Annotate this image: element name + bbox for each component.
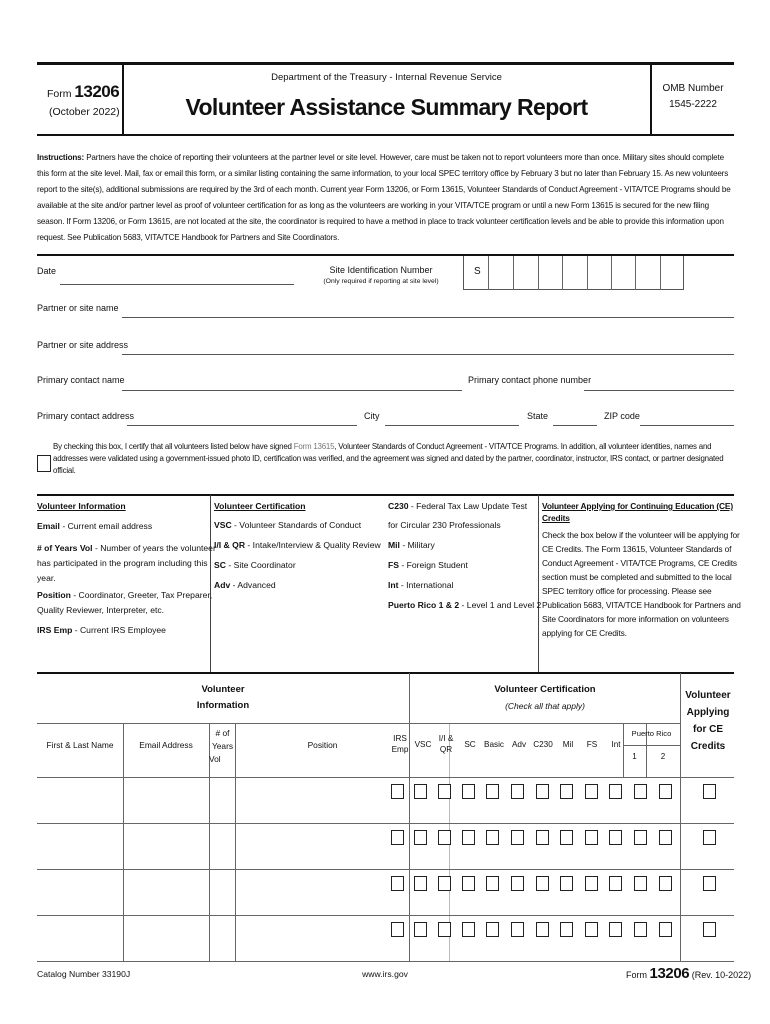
legend-desc: - Number of years the volunteer	[92, 543, 216, 553]
form-13615-link[interactable]: Form 13615	[293, 442, 335, 451]
date-input[interactable]	[60, 284, 294, 285]
row-3-fs-checkbox[interactable]	[585, 876, 598, 891]
site-id-prefix: S	[474, 266, 481, 277]
row-1-pr1-checkbox[interactable]	[634, 784, 647, 799]
row-4-ce-checkbox[interactable]	[703, 922, 716, 937]
form-title: Volunteer Assistance Summary Report	[185, 94, 588, 120]
row-1-irs-checkbox[interactable]	[391, 784, 404, 799]
header-bottom-rule	[37, 134, 734, 136]
legend-term: Puerto Rico 1 & 2	[388, 600, 460, 610]
legend-ce-title: Credits	[542, 513, 570, 523]
legend-term: Email	[37, 521, 60, 531]
row-2-int-checkbox[interactable]	[609, 830, 622, 845]
legend-desc: - Coordinator, Greeter, Tax Preparer,	[70, 590, 213, 600]
legend-desc: - Site Coordinator	[225, 560, 296, 570]
certify-line: By checking this box, I certify that all volunteers listed below have signed	[53, 442, 294, 451]
instructions-line: request. See Publication 5683, VITA/TCE Handbook for Partners and Site Coordinators.	[37, 233, 340, 242]
row-3-pr1-checkbox[interactable]	[634, 876, 647, 891]
col-c230: C230	[533, 740, 553, 749]
instructions-label: Instructions:	[37, 153, 85, 162]
instructions	[37, 150, 737, 246]
department: Department of the Treasury - Internal Revenue Service	[271, 72, 502, 83]
ce-header-line: Volunteer	[685, 690, 731, 701]
legend-term: Mil	[388, 540, 400, 550]
omb-number: 1545-2222	[669, 99, 717, 110]
row-2-mil-checkbox[interactable]	[560, 830, 573, 845]
partner-address-label: Partner or site address	[37, 340, 129, 350]
certify-line: , Volunteer Standards of Conduct Agreement - VITA/TCE Programs. In addition, all volunteer identities, names and	[334, 442, 712, 451]
legend-desc: - Advanced	[230, 580, 276, 590]
contact-name-label: Primary contact name	[37, 375, 125, 385]
col-sc: SC	[464, 740, 476, 749]
cert-header-title: Volunteer Certification	[494, 684, 596, 695]
col-years-line: Years	[211, 741, 234, 751]
row-1-mil-checkbox[interactable]	[560, 784, 573, 799]
legend-term: SC	[214, 560, 226, 570]
row-1-int-checkbox[interactable]	[609, 784, 622, 799]
row-3-c230-checkbox[interactable]	[536, 876, 549, 891]
row-1-sc-checkbox[interactable]	[462, 784, 475, 799]
col-irs-line: IRS	[393, 734, 407, 743]
col-position: Position	[307, 740, 338, 750]
cert-header	[410, 682, 680, 714]
legend-ce-line: Check the box below if the volunteer will be applying for	[542, 530, 740, 540]
legend-desc: - Foreign Student	[398, 560, 468, 570]
legend-term: Adv	[214, 580, 231, 590]
col-basic: Basic	[483, 740, 505, 749]
legend-ce-line: SPEC territory office for processing. Please see	[542, 586, 712, 596]
col-years-line: Vol	[209, 754, 221, 764]
legend-ce-line: section must be completed and submitted to the local	[542, 572, 732, 582]
instructions-line: season. If Form 13206, or Form 13615, are not located at the site, the coordinator is required to have a method in place to track volunteer certification levels and be able to provide this information upon	[37, 217, 724, 226]
legend-desc: - Military	[399, 540, 435, 550]
legend-cert	[214, 500, 381, 591]
legend-ce-line: Site Coordinators for more information on volunteers	[542, 614, 729, 624]
certify-text	[53, 441, 743, 477]
footer-form-id	[626, 965, 751, 982]
legend-ce-line: Publication 5683, VITA/TCE Handbook for Partners and	[542, 600, 741, 610]
legend-ce-line: Conduct Agreement - VITA/TCE Programs, CE Credits	[542, 558, 737, 568]
legend-term: C230	[388, 501, 409, 511]
omb-label: OMB Number	[662, 83, 724, 94]
row-2-iqr-checkbox[interactable]	[438, 830, 451, 845]
site-id-note: (Only required if reporting at site level)	[323, 278, 439, 285]
col-int: Int	[611, 740, 621, 749]
row-2-pr1-checkbox[interactable]	[634, 830, 647, 845]
row-4-vsc-checkbox[interactable]	[414, 922, 427, 937]
col-iqr-line: I/I &	[438, 734, 454, 743]
ce-header-line: Credits	[690, 741, 726, 752]
partner-address-input[interactable]	[122, 354, 734, 355]
row-4-basic-checkbox[interactable]	[486, 922, 499, 937]
legend-term: # of Years Vol	[37, 543, 93, 553]
certify-line: official.	[53, 466, 76, 475]
col-pr2: 2	[660, 752, 666, 761]
col-irs-line: Emp	[391, 745, 409, 754]
row-2-c230-checkbox[interactable]	[536, 830, 549, 845]
row-3-sc-checkbox[interactable]	[462, 876, 475, 891]
legend-term: FS	[388, 560, 399, 570]
legend-desc: year.	[37, 573, 56, 583]
col-vsc: VSC	[414, 740, 432, 749]
legend-term: Position	[37, 590, 71, 600]
legend-desc: - Level 1 and Level 2	[459, 600, 542, 610]
row-1-fs-checkbox[interactable]	[585, 784, 598, 799]
certify-checkbox[interactable]	[37, 455, 51, 472]
zip-label: ZIP code	[604, 411, 640, 421]
row-2-adv-checkbox[interactable]	[511, 830, 524, 845]
legend-desc: - Volunteer Standards of Conduct	[231, 520, 362, 530]
row-4-pr1-checkbox[interactable]	[634, 922, 647, 937]
footer-rev: (Rev. 10-2022)	[691, 970, 752, 980]
vol-info-header	[37, 682, 409, 714]
legend-ce-line: CE Credits. The Form 13615, Volunteer Standards of	[542, 544, 732, 554]
col-irs	[388, 733, 412, 755]
legend-term: Int	[388, 580, 399, 590]
row-4-int-checkbox[interactable]	[609, 922, 622, 937]
contact-phone-label: Primary contact phone number	[468, 375, 592, 385]
catalog-number: Catalog Number 33190J	[37, 969, 131, 979]
instructions-line: available at the site and/or partner level as proof of volunteer certification for as long as the volunteers are working in your VITA/TCE program or until a new Form 13615 is secured for the new filing	[37, 201, 709, 210]
site-id-boxes[interactable]	[463, 256, 684, 290]
col-iqr	[434, 733, 458, 755]
instructions-line: this form at the site level. Mail, fax or email this form, or a similar listing containing the same information, to your local SPEC territory office by February 3 but no later than February 15. As new volunteers	[37, 169, 729, 178]
state-label: State	[527, 411, 549, 421]
header-divider-right	[650, 62, 652, 134]
row-4-c230-checkbox[interactable]	[536, 922, 549, 937]
date-label: Date	[37, 266, 57, 276]
row-4-irs-checkbox[interactable]	[391, 922, 404, 937]
instructions-line: Partners have the choice of reporting their volunteers at the partner level or site level. However, care must be taken not to report volunteers more than once. Military sites should complete	[86, 153, 724, 162]
legend-term: VSC	[214, 520, 232, 530]
contact-phone-input[interactable]	[584, 390, 734, 391]
col-mil: Mil	[562, 740, 574, 749]
legend-ce-line: applying for CE Credits.	[542, 628, 627, 638]
row-2-sc-checkbox[interactable]	[462, 830, 475, 845]
legend-desc: - Intake/Interview & Quality Review	[245, 540, 381, 550]
row-3-basic-checkbox[interactable]	[486, 876, 499, 891]
form-number: 13206	[74, 82, 120, 101]
zip-input[interactable]	[640, 425, 734, 426]
legend-desc: Quality Reviewer, Interpreter, etc.	[37, 605, 165, 615]
row-2-vsc-checkbox[interactable]	[414, 830, 427, 845]
contact-name-input[interactable]	[122, 390, 462, 391]
legend-desc: - Federal Tax Law Update Test	[408, 501, 528, 511]
website[interactable]: www.irs.gov	[362, 969, 408, 979]
legend-top-rule	[37, 494, 734, 496]
form-id	[47, 82, 119, 102]
legend-desc: - Current IRS Employee	[72, 625, 166, 635]
row-2-fs-checkbox[interactable]	[585, 830, 598, 845]
col-email: Email Address	[139, 740, 193, 750]
row-2-basic-checkbox[interactable]	[486, 830, 499, 845]
col-adv: Adv	[511, 740, 527, 749]
footer-form-word: Form	[626, 970, 647, 980]
cert-header-note: (Check all that apply)	[505, 701, 585, 711]
row-3-mil-checkbox[interactable]	[560, 876, 573, 891]
legend-desc: - International	[398, 580, 454, 590]
legend-vol-info	[37, 500, 216, 636]
form-date: (October 2022)	[49, 106, 120, 118]
city-label: City	[364, 411, 380, 421]
legend-ce-title: Volunteer Applying for Continuing Education (CE)	[542, 501, 733, 511]
col-years-line: # of	[215, 728, 230, 738]
row-2-ce-checkbox[interactable]	[703, 830, 716, 845]
col-pr: Puerto Rico	[631, 729, 672, 738]
col-fs: FS	[586, 740, 598, 749]
contact-address-input[interactable]	[127, 425, 357, 426]
row-4-fs-checkbox[interactable]	[585, 922, 598, 937]
row-4-sc-checkbox[interactable]	[462, 922, 475, 937]
contact-address-label: Primary contact address	[37, 411, 135, 421]
legend-desc: - Current email address	[59, 521, 153, 531]
row-1-iqr-checkbox[interactable]	[438, 784, 451, 799]
row-1-c230-checkbox[interactable]	[536, 784, 549, 799]
col-iqr-line: QR	[439, 745, 453, 754]
row-4-iqr-checkbox[interactable]	[438, 922, 451, 937]
legend-cert-title: Volunteer Certification	[214, 501, 306, 511]
row-3-adv-checkbox[interactable]	[511, 876, 524, 891]
footer-form-number: 13206	[649, 965, 690, 982]
partner-name-label: Partner or site name	[37, 303, 119, 313]
row-3-iqr-checkbox[interactable]	[438, 876, 451, 891]
col-years	[209, 727, 236, 766]
row-3-int-checkbox[interactable]	[609, 876, 622, 891]
certify-line: addresses were validated using a government-issued photo ID, certification was verified, and the agreement was signed and dated by the partner, coordinator, instructor, IRS contact, or partner designated	[53, 454, 724, 463]
row-2-pr2-checkbox[interactable]	[659, 830, 672, 845]
site-id-label: Site Identification Number	[329, 265, 433, 275]
row-1-pr2-checkbox[interactable]	[659, 784, 672, 799]
row-4-mil-checkbox[interactable]	[560, 922, 573, 937]
ce-header	[681, 687, 735, 755]
row-4-pr2-checkbox[interactable]	[659, 922, 672, 937]
vol-info-header-line: Volunteer	[201, 684, 245, 695]
form-word: Form	[47, 88, 72, 100]
col-pr1: 1	[632, 752, 637, 761]
row-1-vsc-checkbox[interactable]	[414, 784, 427, 799]
row-3-ce-checkbox[interactable]	[703, 876, 716, 891]
legend-term: IRS Emp	[37, 625, 73, 635]
vol-info-header-line: Information	[196, 700, 250, 711]
legend-vol-info-title: Volunteer Information	[37, 501, 126, 511]
col-name: First & Last Name	[46, 740, 114, 750]
state-input[interactable]	[553, 425, 597, 426]
row-2-irs-checkbox[interactable]	[391, 830, 404, 845]
row-1-adv-checkbox[interactable]	[511, 784, 524, 799]
row-3-irs-checkbox[interactable]	[391, 876, 404, 891]
volunteer-table	[37, 673, 734, 962]
legend-ce	[542, 500, 741, 639]
ce-header-line: Applying	[686, 707, 730, 718]
city-input[interactable]	[385, 425, 519, 426]
ce-header-line: for CE	[693, 724, 723, 735]
row-1-ce-checkbox[interactable]	[703, 784, 716, 799]
legend-desc: for Circular 230 Professionals	[388, 520, 501, 530]
row-1-basic-checkbox[interactable]	[486, 784, 499, 799]
legend-term: I/I & QR	[214, 540, 246, 550]
legend-cert-2	[388, 500, 541, 611]
row-3-pr2-checkbox[interactable]	[659, 876, 672, 891]
legend-desc: has participated in the program including this	[37, 558, 208, 568]
row-3-vsc-checkbox[interactable]	[414, 876, 427, 891]
header-top-rule	[37, 62, 734, 65]
partner-name-input[interactable]	[122, 317, 734, 318]
instructions-line: report to the site(s), additional submissions are required by the 3rd of each month. Current year Form 13206, or Form 13615, Volunteer Standards of Conduct Agreement - VITA/TCE Programs should be	[37, 185, 731, 194]
row-4-adv-checkbox[interactable]	[511, 922, 524, 937]
